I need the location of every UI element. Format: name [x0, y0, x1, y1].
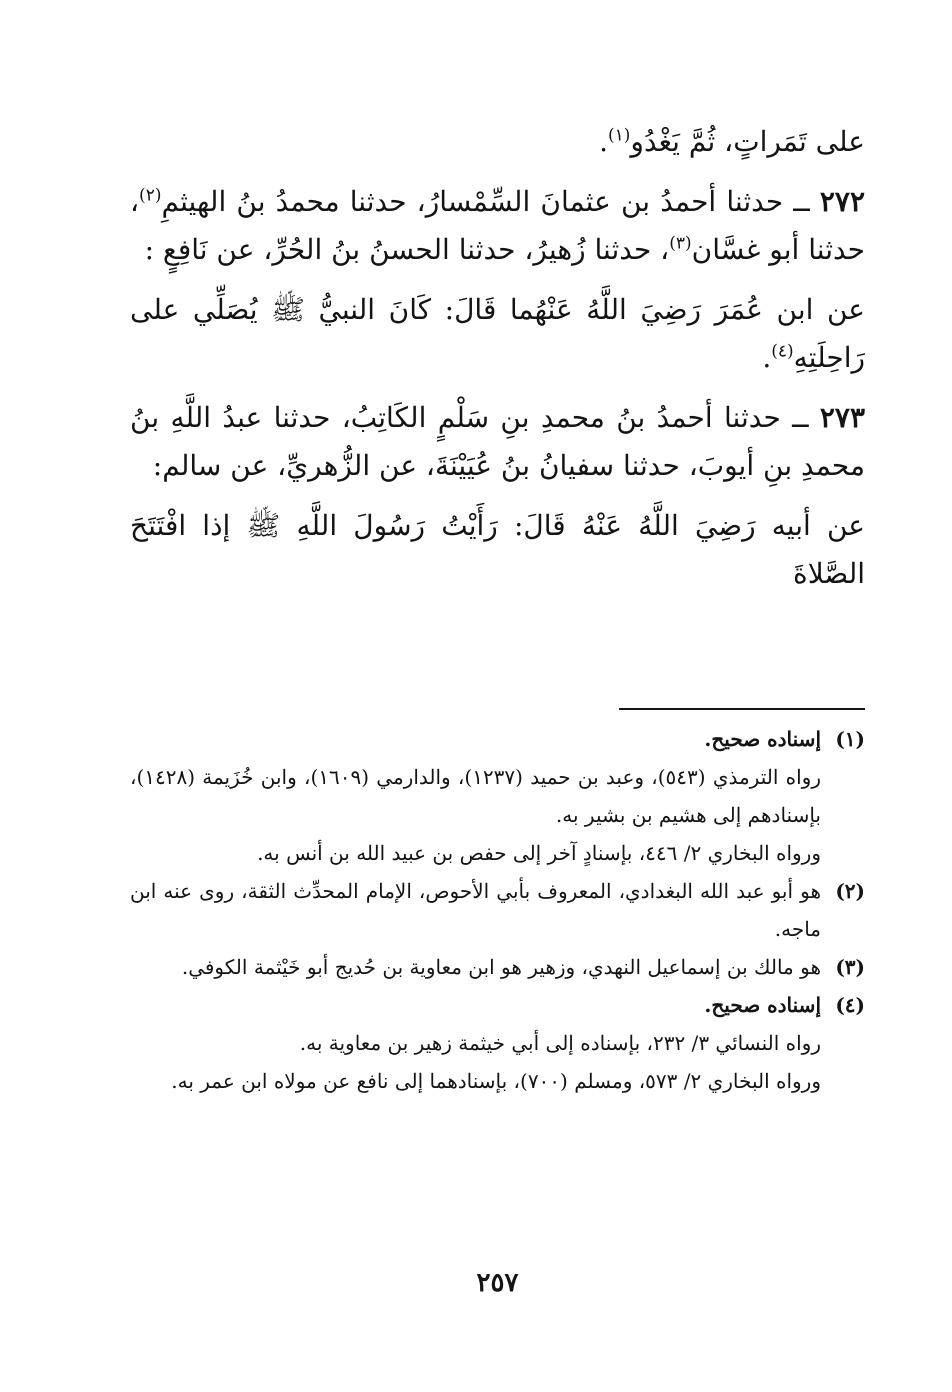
footnote-number: (١)	[835, 727, 865, 751]
hadith-272: ٢٧٢ ــ حدثنا أحمدُ بن عثمانَ السِّمْسارُ، حدثنا محمدُ بنُ الهيثمِ$^{(٢)}$، حدثنا أبو غسَّان$^{(٣)}$، حدثنا زُهيرُ، حدثنا الحسنُ بنُ الحُرِّ، عن نَافِعٍ :	[130, 185, 865, 266]
footnote-line: رواه النسائي ٣/ ٢٣٢، بإسناده إلى أبي خيثمة زهير بن معاوية به.	[299, 1031, 821, 1055]
hadith-number: ٢٧٢	[819, 185, 865, 218]
footnote-heading: إسناده صحيح.	[704, 993, 821, 1017]
footnote-2	[130, 872, 865, 948]
footnote-number: (٤)	[835, 993, 865, 1017]
footnote-3	[130, 948, 865, 986]
hadith-273: ٢٧٣ ــ حدثنا أحمدُ بنُ محمدِ بنِ سَلْمٍ الكَاتِبُ، حدثنا عبدُ اللَّهِ بنُ محمدِ بنِ أيوبَ، حدثنا سفيانُ بنُ عُيَيْنَةَ، عن الزُّهريِّ، عن سالم:	[130, 401, 866, 482]
paragraph-1: على تَمَراتٍ، ثُمَّ يَغْدُو$^{(١)}$.	[599, 125, 865, 158]
footnote-ref[interactable]: (٣)	[669, 233, 692, 254]
footnote-ref[interactable]: (٢)	[139, 185, 162, 206]
footnote-line: هو مالك بن إسماعيل النهدي، وزهير هو ابن معاوية بن حُديج أبو خَيْثمة الكوفي.	[181, 955, 821, 979]
footnotes	[130, 720, 865, 1100]
hadith-number: ٢٧٣	[819, 401, 866, 434]
footnote-ref[interactable]: (٤)	[771, 341, 794, 362]
footnote-heading: إسناده صحيح.	[704, 727, 821, 751]
hadith-272-matn: عن ابن عُمَرَ رَضِيَ اللَّهُ عَنْهُما قَالَ: كَانَ النبيُّ ﷺ يُصَلِّي على رَاحِلَتِهِ$^{(٤)}$.	[130, 293, 865, 374]
hadith-273-matn: عن أبيه رَضِيَ اللَّهُ عَنْهُ قَالَ: رَأَيْتُ رَسُولَ اللَّهِ ﷺ إذا افْتَتَحَ الصَّلاةَ	[130, 509, 865, 590]
footnote-line: ورواه البخاري ٢/ ٥٧٣، ومسلم (٧٠٠)، بإسنادهما إلى نافع عن مولاه ابن عمر به.	[171, 1069, 821, 1093]
book-page	[130, 0, 865, 1392]
main-text	[130, 118, 865, 610]
footnote-ref[interactable]: (١)	[608, 125, 631, 146]
footnote-number: (٢)	[835, 879, 865, 903]
page-number: ٢٥٧	[476, 1268, 519, 1298]
footnote-line: هو أبو عبد الله البغدادي، المعروف بأبي الأحوص، الإمام المحدِّث الثقة، روى عنه ابن ماجه.	[130, 879, 821, 941]
footnote-1	[130, 720, 865, 872]
footnote-line: ورواه البخاري ٢/ ٤٤٦، بإسنادٍ آخر إلى حفص بن عبيد الله بن أنس به.	[257, 841, 821, 865]
footnote-divider	[619, 708, 865, 710]
footnote-line: رواه الترمذي (٥٤٣)، وعبد بن حميد (١٢٣٧)، والدارمي (١٦٠٩)، وابن خُزَيمة (١٤٢٨)، بإسنادهم إلى هشيم بن بشير به.	[130, 765, 821, 827]
footnote-number: (٣)	[835, 955, 865, 979]
footnote-4	[130, 986, 865, 1100]
